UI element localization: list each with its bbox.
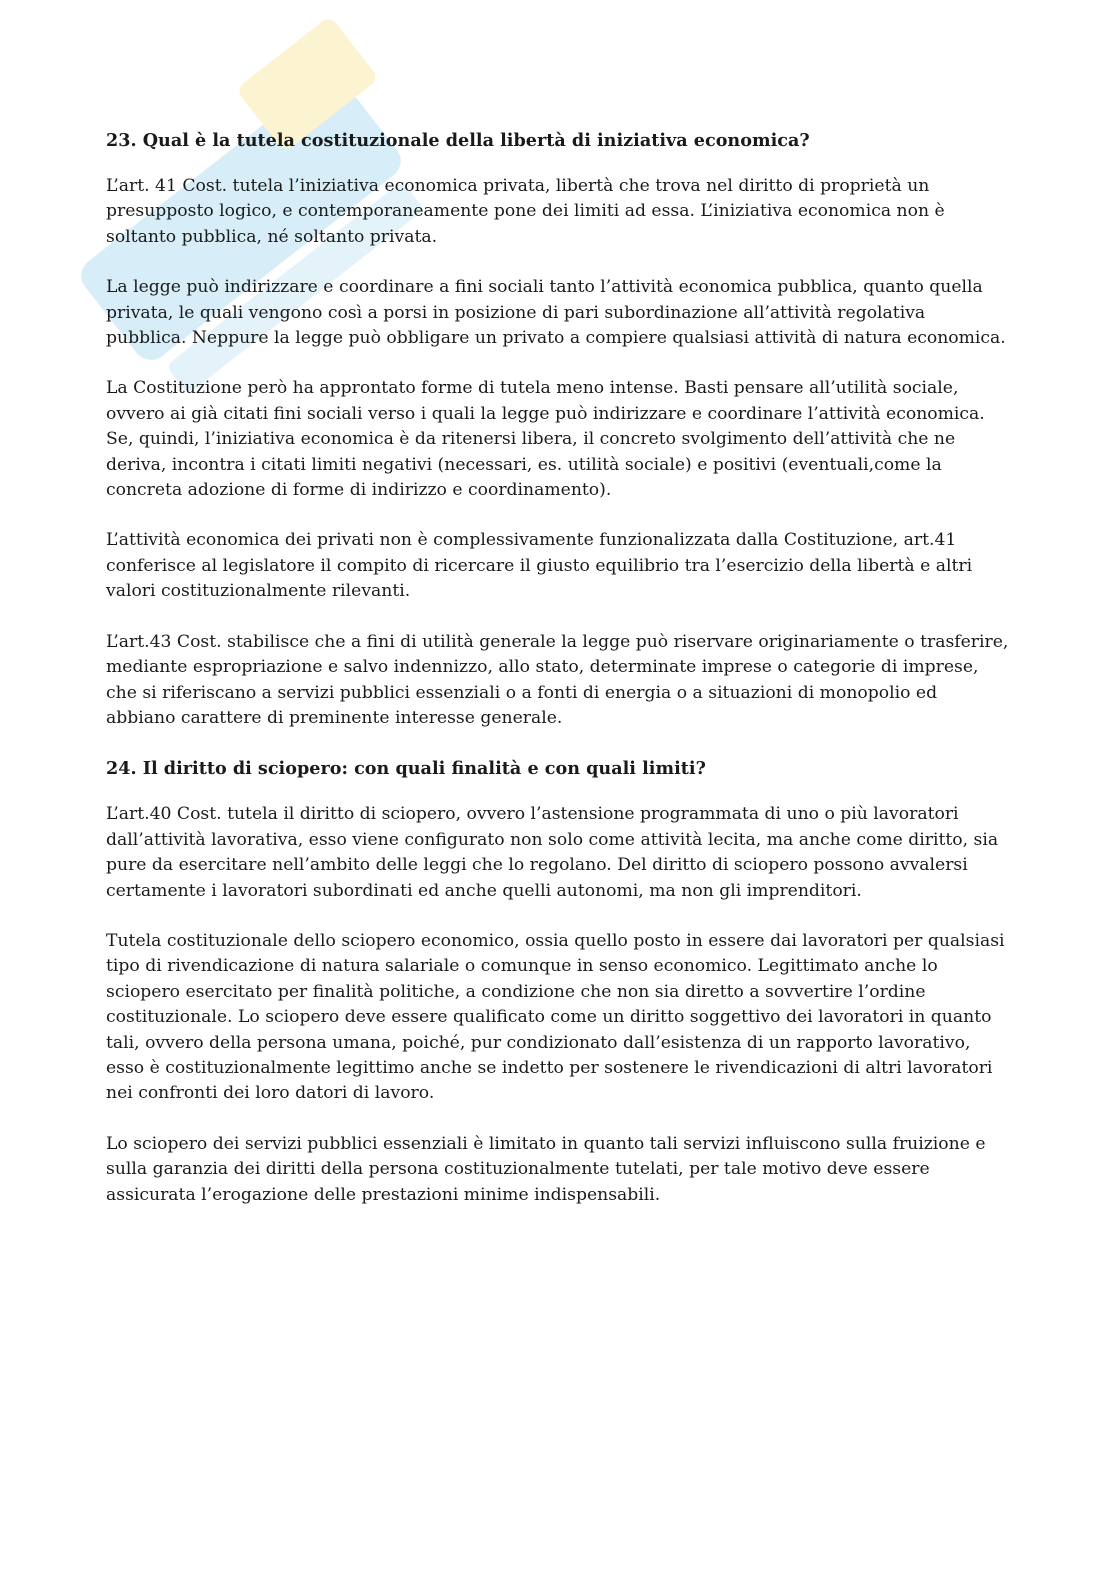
paragraph: L’attività economica dei privati non è complessivamente funzionalizzata dalla Costituzione, art.41 conferisce al legislatore il compito di ricercare il giusto equilibrio tra l’esercizio della libertà e altri valori costituzionalmente rilevanti. <box>106 530 973 602</box>
paragraph: L’art.43 Cost. stabilisce che a fini di utilità generale la legge può riservare originariamente o trasferire, mediante espropriazione e salvo indennizzo, allo stato, determinate imprese o categorie di imprese, che si riferiscano a servizi pubblici essenziali o a fonti di energia o a situazioni di monopolio ed abbiano carattere di preminente interesse generale. <box>106 631 1009 728</box>
document-page <box>106 128 1011 1233</box>
section-title: 23. Qual è la tutela costituzionale della libertà di iniziativa economica? <box>106 130 810 151</box>
section-24 <box>106 756 1011 1208</box>
section-title: 24. Il diritto di sciopero: con quali finalità e con quali limiti? <box>106 758 706 780</box>
paragraph: Lo sciopero dei servizi pubblici essenziali è limitato in quanto tali servizi influiscono sulla fruizione e sulla garanzia dei diritti della persona costituzionalmente tutelati, per tale motivo deve essere assicurata l’erogazione delle prestazioni minime indispensabili. <box>106 1133 986 1205</box>
paragraph: L’art.40 Cost. tutela il diritto di sciopero, ovvero l’astensione programmata di uno o più lavoratori dall’attività lavorativa, esso viene configurato non solo come attività lecita, ma anche come diritto, sia pure da esercitare nell’ambito delle leggi che lo regolano. Del diritto di sciopero possono avvalersi certamente i lavoratori subordinati ed anche quelli autonomi, ma non gli imprenditori. <box>106 804 999 901</box>
paragraph: La Costituzione però ha approntato forme di tutela meno intense. Basti pensare all’utilità sociale, ovvero ai già citati fini sociali verso i quali la legge può indirizzare e coordinare l’attività economica. Se, quindi, l’iniziativa economica è da ritenersi libera, il concreto svolgimento dell’attività che ne deriva, incontra i citati limiti negativi (necessari, es. utilità sociale) e positivi (eventuali,come la concreta adozione di forme di indirizzo e coordinamento). <box>106 378 985 501</box>
paragraph: L’art. 41 Cost. tutela l’iniziativa economica privata, libertà che trova nel diritto di proprietà un presupposto logico, e contemporaneamente pone dei limiti ad essa. L’iniziativa economica non è soltanto pubblica, né soltanto privata. <box>106 176 945 247</box>
paragraph: Tutela costituzionale dello sciopero economico, ossia quello posto in essere dai lavoratori per qualsiasi tipo di rivendicazione di natura salariale o comunque in senso economico. Legittimato anche lo sciopero esercitato per finalità politiche, a condizione che non sia diretto a sovvertire l’ordine costituzionale. Lo sciopero deve essere qualificato come un diritto soggettivo dei lavoratori in quanto tali, ovvero della persona umana, poiché, pur condizionato dall’esistenza di un rapporto lavorativo, esso è costituzionalmente legittimo anche se indetto per sostenere le rivendicazioni di altri lavoratori nei confronti dei loro datori di lavoro. <box>106 930 1005 1104</box>
paragraph: La legge può indirizzare e coordinare a fini sociali tanto l’attività economica pubblica, quanto quella privata, le quali vengono così a porsi in posizione di pari subordinazione all’attività regolativa pubblica. Neppure la legge può obbligare un privato a compiere qualsiasi attività di natura economica. <box>106 277 1006 349</box>
section-23 <box>106 128 1011 731</box>
